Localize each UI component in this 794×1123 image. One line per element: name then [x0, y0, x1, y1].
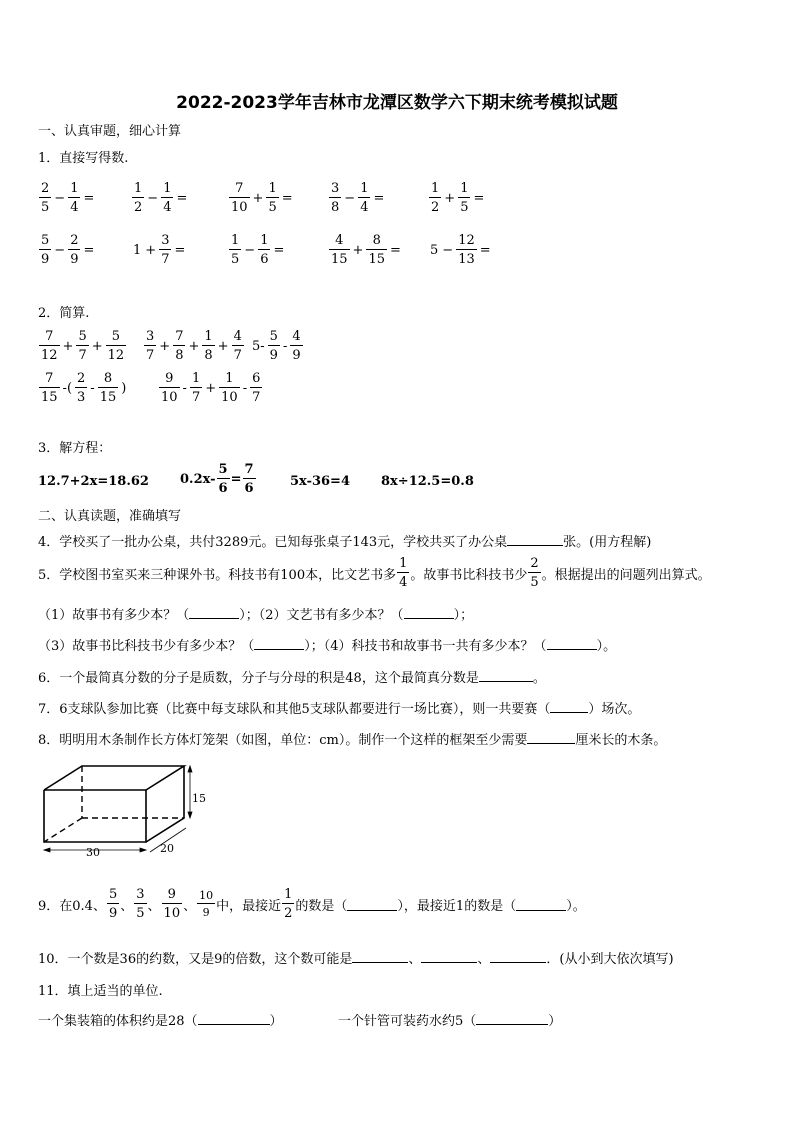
- q1-equals: =: [174, 242, 186, 258]
- question-7-suffix: ）场次。: [588, 702, 641, 717]
- q10-sep-1: 、: [408, 952, 422, 967]
- question-7: [38, 698, 640, 717]
- q1-whole-number: 5: [430, 242, 439, 258]
- question-2-expr-2: [143, 330, 245, 362]
- q1-item: [38, 234, 96, 266]
- question-4: [38, 531, 651, 550]
- q2-fraction-numerator: 6: [252, 371, 261, 386]
- q1-fraction-b: [68, 182, 80, 214]
- question-2-expr-3: [250, 330, 304, 362]
- q1-fraction-b-numerator: 1: [70, 181, 79, 196]
- q1-equals: =: [83, 190, 95, 206]
- q5b-text-2: ）；（4）科技书和故事书一共有多少本？（: [304, 639, 547, 654]
- q2-operator: -: [182, 380, 187, 396]
- q2-operator: -(: [62, 380, 73, 396]
- q9-blank-2[interactable]: [516, 898, 566, 911]
- q1-fraction-b-numerator: 8: [366, 234, 387, 250]
- question-7-blank[interactable]: [550, 700, 588, 713]
- q2-fraction: [219, 372, 240, 404]
- q2-fraction-numerator: 5: [269, 329, 278, 344]
- q2-operator: +: [217, 338, 229, 354]
- q1-fraction-b-denominator: 13: [458, 252, 475, 267]
- q1-fraction-b: [456, 234, 477, 266]
- q1-fraction-b-denominator: 5: [268, 200, 277, 215]
- equation-2-den-2: 6: [244, 481, 254, 496]
- equation-2-num-2: 7: [244, 462, 254, 477]
- question-2-label: 2．简算.: [38, 306, 90, 321]
- question-4-text: 4．学校买了一批办公桌，共付3289元。已知每张桌子143元，学校共买了办公桌: [38, 535, 508, 550]
- equation-2-equals: =: [230, 471, 242, 487]
- q1-fraction-b-numerator: 1: [260, 233, 269, 248]
- q1-operator: −: [442, 242, 454, 258]
- q1-fraction-b: [366, 234, 387, 266]
- q1-fraction-a-denominator: 5: [231, 252, 240, 267]
- q2-operator: 5-: [252, 338, 265, 354]
- q1-operator: −: [244, 242, 256, 258]
- q2-fraction: [75, 372, 87, 404]
- section-2-heading: 二、认真读题，准确填写: [38, 509, 182, 524]
- q1-fraction-a-denominator: 15: [331, 252, 348, 267]
- q5a-text-3: ）；: [453, 608, 474, 623]
- q1-fraction-b: [258, 234, 270, 266]
- q2-operator: +: [205, 380, 217, 396]
- q2-fraction-denominator: 10: [161, 390, 178, 405]
- q9-mid-2: 的数是（: [295, 898, 348, 914]
- equation-3: 5x-36=4: [290, 474, 350, 489]
- q5b-blank-1[interactable]: [254, 637, 304, 650]
- q2-operator: ): [121, 380, 127, 396]
- q1-fraction-a-denominator: 10: [231, 200, 248, 215]
- q2-fraction-denominator: 7: [78, 348, 87, 363]
- q1-fraction-b-denominator: 9: [70, 252, 79, 267]
- q2-fraction: [39, 372, 60, 404]
- question-4-blank[interactable]: [507, 533, 563, 546]
- q1-fraction-b-numerator: 1: [268, 181, 277, 196]
- question-6-suffix: 。: [532, 671, 546, 686]
- q1-item: [228, 234, 286, 266]
- q10-blank-3[interactable]: [490, 950, 546, 963]
- q1-fraction-a-denominator: 9: [41, 252, 50, 267]
- q2-fraction-numerator: 9: [159, 372, 180, 388]
- cuboid-front-face: [44, 790, 146, 842]
- equation-2: [180, 463, 257, 495]
- question-10-text: 10．一个数是36的约数，又是9的倍数，这个数可能是: [38, 952, 353, 967]
- question-11-b: [338, 1010, 561, 1029]
- q2-fraction: [250, 372, 262, 404]
- q1-item: [328, 234, 403, 266]
- section-1-heading: 一、认真审题，细心计算: [38, 124, 182, 139]
- q2-operator: +: [62, 338, 74, 354]
- q1-operator: +: [252, 190, 264, 206]
- q1-fraction-a: [329, 234, 350, 266]
- question-11-a: [38, 1010, 283, 1029]
- equation-2-den-1: 6: [218, 481, 228, 496]
- q1-operator: +: [145, 242, 157, 258]
- question-8-text: 8．明明用木条制作长方体灯笼架（如图，单位：cm）。制作一个这样的框架至少需要: [38, 733, 528, 748]
- q1-fraction-b: [358, 182, 370, 214]
- q1-fraction-a-numerator: 1: [134, 181, 143, 196]
- q2-fraction: [98, 372, 119, 404]
- question-5-sub-b: [38, 635, 616, 654]
- q1-fraction-a-numerator: 3: [331, 181, 340, 196]
- q1-fraction-b-numerator: 12: [458, 233, 475, 248]
- equation-1: 12.7+2x=18.62: [38, 474, 149, 489]
- q2-fraction-denominator: 12: [41, 348, 58, 363]
- q1-item: [428, 234, 493, 266]
- q2-fraction: [39, 330, 60, 362]
- q2-fraction: [76, 330, 88, 362]
- question-6-blank[interactable]: [479, 669, 533, 682]
- q1-fraction-b: [159, 234, 171, 266]
- q2-fraction: [202, 330, 214, 362]
- q11b-blank[interactable]: [476, 1012, 548, 1025]
- q1-fraction-b-denominator: 6: [260, 252, 269, 267]
- q1-operator: −: [344, 190, 356, 206]
- q9-num-3: 9: [162, 888, 183, 904]
- q1-fraction-b: [266, 182, 278, 214]
- q2-fraction-denominator: 7: [146, 348, 155, 363]
- height-arrow-top: [188, 766, 192, 772]
- q1-fraction-a-numerator: 7: [229, 182, 250, 198]
- q2-fraction-numerator: 4: [233, 329, 242, 344]
- q1-fraction-b-numerator: 2: [70, 233, 79, 248]
- length-arrow-right: [140, 848, 146, 852]
- q1-fraction-b-denominator: 4: [360, 200, 369, 215]
- q2-fraction: [190, 372, 202, 404]
- height-label: 15: [192, 792, 206, 805]
- q5a-blank-1[interactable]: [189, 606, 239, 619]
- q1-fraction-a-denominator: 2: [431, 200, 440, 215]
- question-10-suffix: ．(从小到大依次填写): [546, 952, 674, 967]
- q1-equals: =: [473, 190, 485, 206]
- q1-fraction-a: [39, 234, 51, 266]
- q2-fraction: [232, 330, 244, 362]
- q1-fraction-a-denominator: 2: [134, 200, 143, 215]
- q2-fraction-denominator: 7: [252, 390, 261, 405]
- q1-fraction-b: [458, 182, 470, 214]
- question-5-text: 5．学校图书室买来三种课外书。科技书有100本，比文艺书多: [38, 567, 397, 583]
- q2-fraction: [159, 372, 180, 404]
- q1-fraction-b-denominator: 4: [70, 200, 79, 215]
- q1-fraction-a: [132, 182, 144, 214]
- cuboid-diagram: [36, 760, 216, 860]
- q5a-blank-2[interactable]: [404, 606, 454, 619]
- q1-equals: =: [273, 242, 285, 258]
- q1-fraction-a-denominator: 8: [331, 200, 340, 215]
- q2-fraction-denominator: 3: [77, 390, 86, 405]
- q2-fraction-numerator: 3: [146, 329, 155, 344]
- q2-operator: -: [282, 338, 288, 354]
- q1-fraction-b: [161, 182, 173, 214]
- q1-operator: −: [54, 242, 66, 258]
- q1-fraction-b-numerator: 1: [460, 181, 469, 196]
- q2-fraction-numerator: 5: [106, 330, 127, 346]
- q1-equals: =: [390, 242, 401, 258]
- q1-fraction-a: [229, 234, 241, 266]
- question-2-expr-5: [158, 372, 263, 404]
- q11b-suffix: ）: [548, 1014, 562, 1029]
- q2-operator: +: [188, 338, 200, 354]
- q2-fraction: [290, 330, 302, 362]
- q1-fraction-a-numerator: 2: [41, 181, 50, 196]
- q1-fraction-a: [39, 182, 51, 214]
- q2-fraction-denominator: 8: [204, 348, 213, 363]
- q2-fraction: [268, 330, 280, 362]
- q1-fraction-a-numerator: 1: [431, 181, 440, 196]
- q11a-suffix: ）: [269, 1014, 283, 1029]
- q9-sep-1: 、: [120, 898, 134, 914]
- question-7-text: 7．6支球队参加比赛（比赛中每支球队和其他5支球队都要进行一场比赛），则一共要赛（: [38, 702, 551, 717]
- question-5-den-1: 4: [399, 575, 408, 590]
- question-5-mid: 。故事书比科技书少: [410, 567, 528, 583]
- q1-fraction-a-numerator: 1: [231, 233, 240, 248]
- q11a-text: 一个集装箱的体积约是28（: [38, 1014, 198, 1029]
- q5b-text-3: ）。: [596, 639, 617, 654]
- q1-operator: −: [147, 190, 159, 206]
- width-label: 20: [160, 842, 174, 855]
- q1-equals: =: [281, 190, 293, 206]
- question-10: [38, 948, 674, 967]
- q2-fraction-denominator: 7: [233, 348, 242, 363]
- q1-item: [38, 182, 96, 214]
- q2-fraction-denominator: 10: [221, 390, 238, 405]
- q1-operator: +: [444, 190, 456, 206]
- q1-equals: =: [373, 190, 385, 206]
- q2-fraction-denominator: 7: [191, 390, 201, 405]
- q9-den-4: 9: [202, 906, 210, 919]
- length-arrow-left: [44, 848, 50, 852]
- question-2-expr-4: [38, 372, 128, 404]
- q5a-text-1: （1）故事书有多少本？（: [38, 608, 190, 623]
- q10-blank-1[interactable]: [352, 950, 408, 963]
- height-arrow-bottom: [188, 812, 192, 818]
- q11a-blank[interactable]: [198, 1012, 270, 1025]
- q11b-text: 一个针管可装药水约5（: [338, 1014, 477, 1029]
- q9-half-num: 1: [284, 887, 293, 902]
- q9-num-2: 3: [136, 887, 145, 902]
- question-2-expr-1: [38, 330, 127, 362]
- q1-fraction-a-numerator: 4: [329, 234, 350, 250]
- q1-fraction-a: [429, 182, 441, 214]
- q1-item: [228, 182, 295, 214]
- q9-blank-1[interactable]: [347, 898, 397, 911]
- q1-item: [428, 182, 486, 214]
- q2-fraction-numerator: 8: [98, 372, 119, 388]
- q1-fraction-b: [68, 234, 80, 266]
- q9-den-1: 9: [108, 906, 118, 921]
- question-5-sub-a: [38, 604, 473, 623]
- q2-fraction-numerator: 7: [39, 372, 60, 388]
- q2-operator: +: [91, 338, 103, 354]
- q2-fraction-numerator: 4: [292, 329, 301, 344]
- q9-mid-3: ），最接近1的数是（: [397, 898, 517, 914]
- question-1-label: 1．直接写得数.: [38, 151, 129, 166]
- q1-fraction-a-numerator: 5: [41, 233, 50, 248]
- q5b-text-1: （3）故事书比科技书少有多少本？（: [38, 639, 255, 654]
- q2-fraction-numerator: 7: [175, 329, 184, 344]
- q1-fraction-b-numerator: 1: [360, 181, 369, 196]
- equation-2-prefix: 0.2x-: [180, 471, 216, 487]
- q2-fraction-denominator: 12: [107, 348, 125, 363]
- question-11-label: 11．填上适当的单位.: [38, 984, 163, 999]
- question-9-text: 9．在0.4、: [38, 898, 106, 914]
- q1-equals: =: [176, 190, 188, 206]
- cuboid-hidden-edge-3: [44, 818, 82, 842]
- q2-fraction-denominator: 9: [292, 348, 301, 363]
- q2-fraction-denominator: 15: [99, 390, 117, 405]
- question-5-suffix: 。根据提出的问题列出算式。: [541, 567, 711, 583]
- q2-fraction-numerator: 1: [191, 371, 201, 386]
- question-5: [38, 557, 711, 589]
- q1-fraction-b-denominator: 5: [460, 200, 469, 215]
- q5a-text-2: ）；（2）文艺书有多少本？（: [239, 608, 404, 623]
- q9-sep-2: 、: [147, 898, 161, 914]
- q1-fraction-b-numerator: 1: [163, 181, 172, 196]
- q1-equals: =: [83, 242, 95, 258]
- question-5-num-2: 2: [530, 556, 539, 571]
- question-9: [38, 888, 586, 920]
- q1-operator: +: [352, 242, 364, 258]
- q5b-blank-2[interactable]: [547, 637, 597, 650]
- q1-fraction-a-denominator: 5: [41, 200, 50, 215]
- q1-item: [131, 182, 189, 214]
- q2-fraction-denominator: 9: [269, 348, 278, 363]
- q9-half-den: 2: [284, 906, 293, 921]
- q1-fraction-b-denominator: 15: [368, 252, 385, 267]
- q2-fraction-numerator: 2: [77, 371, 86, 386]
- q2-fraction-numerator: 1: [219, 372, 240, 388]
- question-5-den-2: 5: [530, 575, 539, 590]
- q9-num-4: 10: [199, 889, 214, 902]
- q9-num-1: 5: [108, 887, 118, 902]
- q1-item: [131, 234, 187, 266]
- q2-fraction-denominator: 15: [41, 390, 58, 405]
- question-5-num-1: 1: [399, 556, 408, 571]
- q1-item: [328, 182, 386, 214]
- q1-whole-number: 1: [133, 242, 142, 258]
- question-6: [38, 667, 546, 686]
- page-title: 2022-2023学年吉林市龙潭区数学六下期末统考模拟试题: [176, 93, 618, 113]
- q2-fraction: [106, 330, 127, 362]
- question-6-text: 6．一个最简真分数的分子是质数，分子与分母的积是48，这个最简真分数是: [38, 671, 479, 686]
- q2-operator: -: [90, 380, 95, 396]
- q2-fraction: [144, 330, 156, 362]
- q10-blank-2[interactable]: [421, 950, 477, 963]
- question-8: [38, 729, 666, 748]
- q2-fraction-denominator: 8: [175, 348, 184, 363]
- q1-fraction-a: [329, 182, 341, 214]
- q1-fraction-b-denominator: 7: [161, 252, 170, 267]
- question-4-suffix: 张。(用方程解): [563, 535, 652, 550]
- q1-fraction-b-denominator: 4: [163, 200, 172, 215]
- q1-fraction-b-numerator: 3: [161, 233, 170, 248]
- q2-fraction-numerator: 5: [78, 329, 87, 344]
- cuboid-top-face: [44, 766, 184, 790]
- question-8-suffix: 厘米长的木条。: [575, 733, 667, 748]
- q1-operator: −: [54, 190, 66, 206]
- equation-2-num-1: 5: [218, 462, 228, 477]
- q10-sep-2: 、: [477, 952, 491, 967]
- q9-den-3: 10: [163, 906, 181, 921]
- q2-operator: +: [159, 338, 171, 354]
- q2-fraction-numerator: 1: [204, 329, 213, 344]
- equation-4: 8x÷12.5=0.8: [381, 474, 474, 489]
- q2-fraction-numerator: 7: [39, 330, 60, 346]
- length-label: 30: [86, 846, 100, 859]
- question-3-label: 3．解方程：: [38, 441, 112, 456]
- q9-den-2: 5: [136, 906, 145, 921]
- q1-equals: =: [479, 242, 491, 258]
- q9-suffix: ）。: [566, 898, 586, 914]
- q1-fraction-a: [229, 182, 250, 214]
- q9-sep-3: 、: [183, 898, 197, 914]
- q2-fraction: [173, 330, 185, 362]
- q9-mid-1: 中，最接近: [216, 898, 282, 914]
- question-8-blank[interactable]: [527, 731, 575, 744]
- q2-operator: -: [242, 380, 248, 396]
